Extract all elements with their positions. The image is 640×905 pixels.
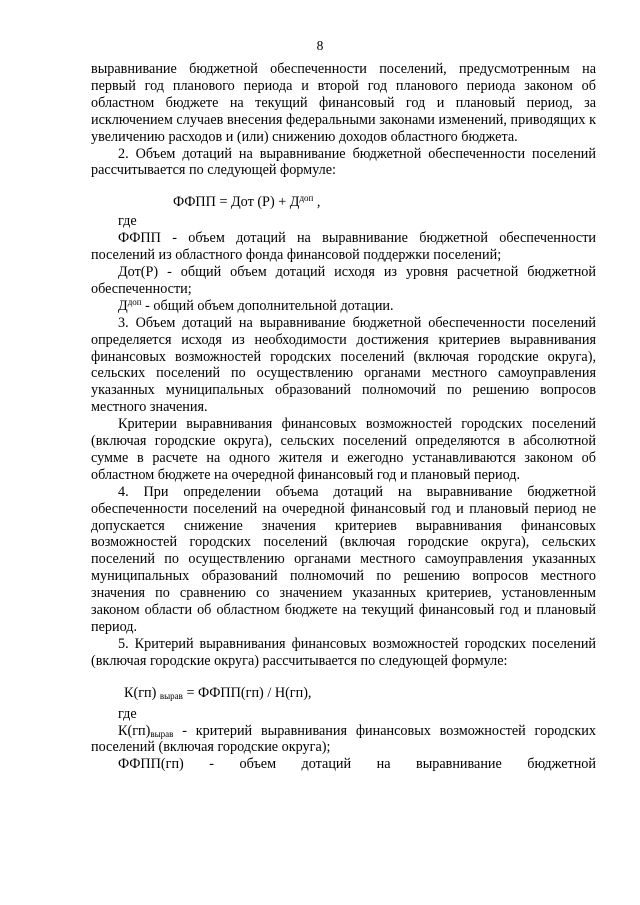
definition-k-gp-subscript: вырав xyxy=(150,728,174,739)
formula-criterion-lead: К(гп) xyxy=(124,684,160,701)
formula-ffpp-tail: , xyxy=(313,194,321,211)
paragraph-item-3: 3. Объем дотаций на выравнивание бюджетной обеспеченности поселений определяется исходя из необходимости достижения критериев выравнивания финансовых возможностей городских поселений (включая городские округа), сельских поселений по осуществлению органами местного самоуправления указанных муниципальных образований полномочий по решению вопросов местного значения. xyxy=(91,314,596,416)
where-label-2: где xyxy=(118,705,137,722)
paragraph-item-5: 5. Критерий выравнивания финансовых возможностей городских поселений (включая городские округа) рассчитывается по следующей формуле: xyxy=(91,635,596,669)
definition-dot-r: Дот(Р) - общий объем дотаций исходя из уровня расчетной бюджетной обеспеченности; xyxy=(91,263,596,297)
page-number: 8 xyxy=(316,38,324,53)
paragraph-item-2: 2. Объем дотаций на выравнивание бюджетной обеспеченности поселений рассчитывается по следующей формуле: xyxy=(91,145,596,179)
formula-ffpp-main: ФФПП = Дот (Р) + Д xyxy=(173,194,300,211)
definition-d-dop-superscript: доп xyxy=(127,296,142,307)
where-label: где xyxy=(118,213,137,230)
document-body xyxy=(91,61,596,773)
formula-criterion-subscript: вырав xyxy=(159,690,183,701)
paragraph-item-4: 4. При определении объема дотаций на выравнивание бюджетной обеспеченности поселений на очередной финансовый год и плановый период не допускается снижение значения критериев выравнивания финансовых возможностей городских поселений (включая городские округа), сельских поселений по осуществлению органами местного самоуправления указанных муниципальных образований полномочий по решению вопросов местного значения по сравнению со значением указанных критериев, установленным законом области об областном бюджете на текущий финансовый год и плановый период. xyxy=(91,483,596,635)
definition-d-dop xyxy=(91,298,596,315)
formula-criterion xyxy=(91,670,596,706)
formula-criterion-tail: = ФФПП(гп) / Н(гп), xyxy=(182,684,312,701)
definition-k-gp-lead: К(гп) xyxy=(118,722,151,739)
definition-d-dop-text: - общий объем дополнительной дотации. xyxy=(141,297,394,314)
paragraph-criteria: Критерии выравнивания финансовых возможностей городских поселений (включая городские округа), сельских поселений определяются в абсолютной сумме в расчете на одного жителя и ежегодно устанавливаются законом об областном бюджете на очередной финансовый год и плановый период. xyxy=(91,416,596,483)
definition-k-gp-text: - критерий выравнивания финансовых возможностей городских поселений (включая городские округа); xyxy=(91,722,596,756)
definition-d-dop-lead: Д xyxy=(118,297,128,314)
paragraph-continuation: выравнивание бюджетной обеспеченности поселений, предусмотренным на первый год планового периода и второй год планового периода законом об областном бюджете на текущий финансовый год и плановый период, за исключением случаев внесения федеральными законами изменений, приводящих к увеличению расходов и (или) снижению доходов областного бюджета. xyxy=(91,61,596,145)
formula-ffpp-superscript: доп xyxy=(299,193,314,204)
definition-ffpp-gp: ФФПП(гп) - объем дотаций на выравнивание бюджетной xyxy=(118,756,596,773)
definition-k-gp xyxy=(91,723,596,757)
formula-ffpp xyxy=(91,179,596,213)
definition-ffpp: ФФПП - объем дотаций на выравнивание бюджетной обеспеченности поселений из областного фонда финансовой поддержки поселений; xyxy=(91,230,596,264)
